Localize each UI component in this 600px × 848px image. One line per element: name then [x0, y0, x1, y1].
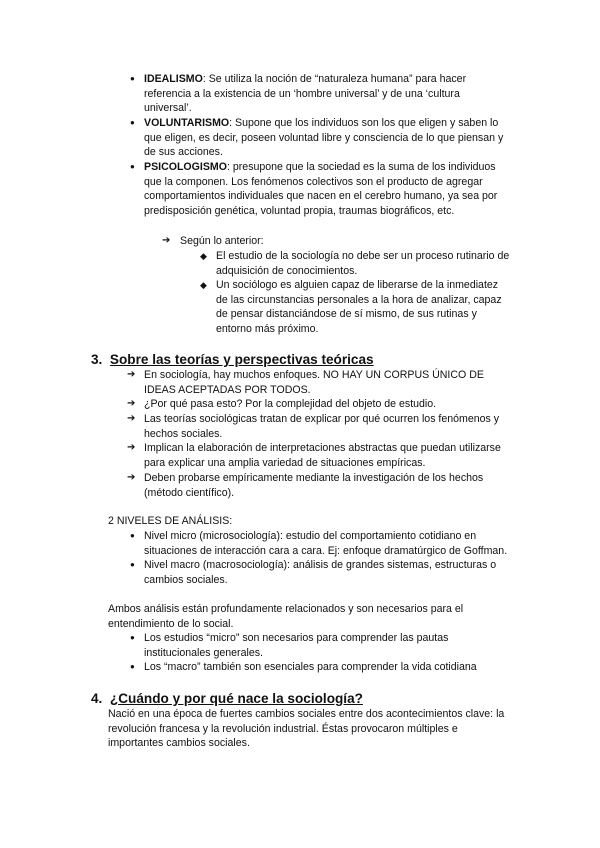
arrow-icon: ➔: [162, 235, 171, 246]
paragraph-line: revolución francesa y la revolución industrial. Éstas provocaron múltiples e: [108, 722, 458, 735]
level-item: Nivel micro (microsociología): estudio del comportamiento cotidiano en: [144, 530, 477, 542]
bullet-dot: ●: [130, 74, 135, 83]
bullet-dot: ●: [130, 162, 135, 171]
conclusion-label: Según lo anterior:: [180, 235, 264, 247]
conclusion-point: adquisición de conocimientos.: [216, 264, 358, 277]
arrow-point: para explicar una amplia variedad de situaciones empíricas.: [144, 456, 426, 469]
both-point: Los “macro” también son esenciales para comprender la vida cotidiana: [144, 661, 477, 673]
arrow-point: IDEAS ACEPTADAS POR TODOS.: [144, 383, 311, 396]
list-item-line: que la componen. Los fenómenos colectivos son el producto de agregar: [144, 175, 483, 188]
list-item-line: predisposición genética, voluntad propia, traumas biográficos, etc.: [144, 204, 455, 217]
bullet-dot: ●: [130, 633, 135, 642]
bullet-dot: ●: [130, 662, 135, 671]
list-item-psicologismo: PSICOLOGISMO: presupone que la sociedad es la suma de los individuos: [144, 161, 496, 173]
list-item-voluntarismo: VOLUNTARISMO: Supone que los individuos son los que eligen y saben lo: [144, 117, 499, 129]
list-item-line: universal’.: [144, 102, 192, 114]
list-item-line: que eligen, es decir, poseen voluntad libre y consciencia de lo que piensan y: [144, 131, 504, 144]
arrow-icon: ➔: [127, 413, 136, 424]
arrow-icon: ➔: [127, 472, 136, 483]
level-item: Nivel macro (macrosociología): análisis de grandes sistemas, estructuras o: [144, 559, 497, 571]
arrow-icon: ➔: [127, 442, 136, 453]
conclusion-point: El estudio de la sociología no debe ser un proceso rutinario de: [216, 250, 510, 262]
both-point: Los estudios “micro” son necesarios para comprender las pautas: [144, 632, 449, 644]
conclusion-point: Un sociólogo es alguien capaz de liberarse de la inmediatez: [216, 279, 499, 291]
paragraph-line: Ambos análisis están profundamente relacionados y son necesarios para el: [108, 603, 464, 615]
arrow-point: En sociología, hay muchos enfoques. NO HAY UN CORPUS ÚNICO DE: [144, 369, 484, 381]
list-item-line: de sus acciones.: [144, 146, 223, 158]
arrow-point: Implican la elaboración de interpretaciones abstractas que puedan utilizarse: [144, 442, 501, 454]
diamond-bullet-icon: ◆: [200, 280, 207, 290]
bullet-dot: ●: [130, 531, 135, 540]
section-4-heading: 4. ¿Cuándo y por qué nace la sociología?: [91, 691, 363, 706]
conclusion-point: de las circunstancias personales a la hora de analizar, capaz: [216, 293, 502, 306]
conclusion-point: de pensar distanciándose de sí mismo, de sus rutinas y: [216, 308, 477, 320]
bullet-dot: ●: [130, 560, 135, 569]
bullet-dot: ●: [130, 118, 135, 127]
arrow-point: hechos sociales.: [144, 427, 223, 440]
arrow-icon: ➔: [127, 398, 136, 409]
paragraph-line: entendimiento de lo social.: [108, 617, 234, 630]
arrow-point: (método científico).: [144, 486, 235, 499]
conclusion-point: entorno más próximo.: [216, 322, 319, 335]
list-item-line: referencia a la existencia de un ‘hombre universal’ y de una ‘cultura: [144, 87, 460, 100]
arrow-icon: ➔: [127, 369, 136, 380]
arrow-point: ¿Por qué pasa esto? Por la complejidad del objeto de estudio.: [144, 398, 437, 410]
arrow-point: Las teorías sociológicas tratan de explicar por qué ocurren los fenómenos y: [144, 413, 500, 425]
list-item-idealismo: IDEALISMO: Se utiliza la noción de “naturaleza humana” para hacer: [144, 73, 467, 85]
section-3-heading: 3. Sobre las teorías y perspectivas teóricas: [91, 352, 374, 367]
paragraph-line: Nació en una época de fuertes cambios sociales entre dos acontecimientos clave: la: [108, 708, 505, 720]
level-item: cambios sociales.: [144, 573, 228, 586]
diamond-bullet-icon: ◆: [200, 251, 207, 261]
list-item-line: comportamientos individuales que nacen en el cerebro humano, ya sea por: [144, 190, 498, 202]
arrow-point: Deben probarse empíricamente mediante la investigación de los hechos: [144, 472, 484, 484]
levels-title: 2 NIVELES DE ANÁLISIS:: [108, 515, 233, 527]
paragraph-line: importantes cambios sociales.: [108, 737, 250, 749]
level-item: situaciones de interacción cara a cara. Ej: enfoque dramatúrgico de Goffman.: [144, 544, 508, 557]
both-point: institucionales generales.: [144, 646, 263, 659]
